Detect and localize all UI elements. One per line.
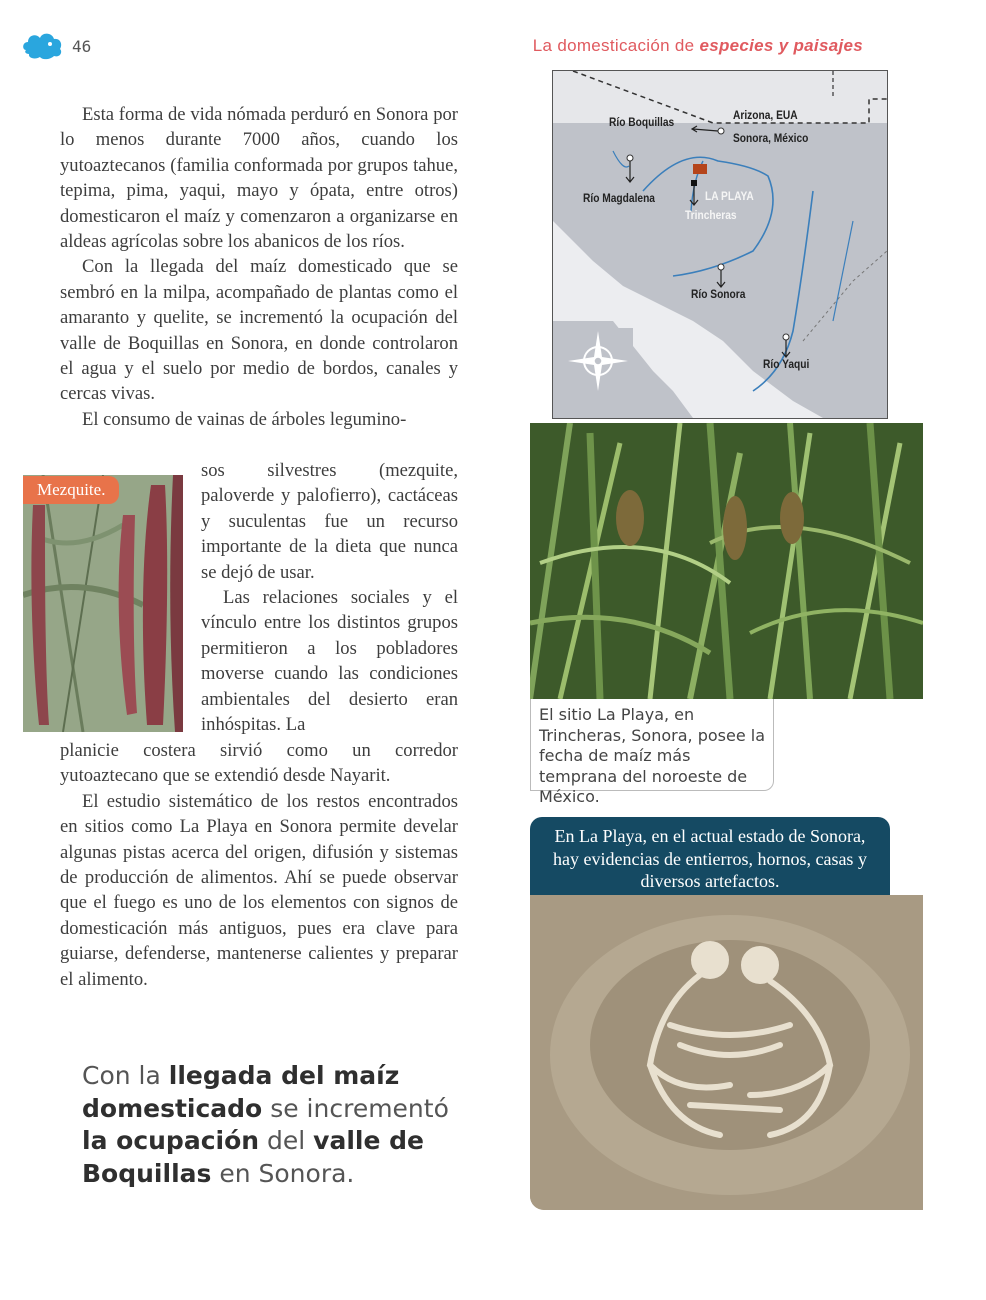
map-label-trincheras: Trincheras [685,208,737,222]
paragraph-3-start: El consumo de vainas de árboles legumino- [82,408,407,430]
map-label-arizona: Arizona, EUA [733,108,798,122]
map-label-rio-sonora: Río Sonora [691,287,746,301]
maize-grass-photo [530,423,923,699]
map-sonora [552,70,888,419]
running-head-emphasis: especies y paisajes [699,36,863,55]
text-column-bottom [60,738,458,992]
pull-quote-text-3: del [259,1126,314,1155]
cloud-logo-icon [20,30,64,62]
burial-caption-header: En La Playa, en el actual estado de Sonora, hay evidencias de entierros, hornos, casas y diversos artefactos. [530,817,890,895]
text-column-top [60,102,458,432]
map-label-magdalena: Río Magdalena [583,191,655,205]
page-number: 46 [72,37,92,56]
mezquite-tag: Mezquite. [23,476,119,504]
paragraph-4-start: Las relaciones sociales y el vínculo entre los distintos grupos permitieron a los pobladores moverse cuando las condiciones ambientales del desierto eran inhóspitas. La [201,587,458,736]
paragraph-1: Esta forma de vida nómada perduró en Sonora por lo menos durante 7000 años, cuando los yutoaztecanos (familia conformada por grupos tahue, tepima, pima, yaqui, mayo y ópata, entre otros) domesticaron el maíz y comenzaron a organizarse en aldeas agrícolas sobre los abanicos de los ríos. [60,104,458,253]
paragraph-4-rest: planicie costera sirvió como un corredor yutoaztecano que se extendió desde Nayarit. [60,740,458,787]
paragraph-5: El estudio sistemático de los restos encontrados en sitios como La Playa en Sonora permite develar algunas pistas acerca del origen, difusión y sistemas de producción de alimentos. Ahí se puede observar que el fuego es uno de los elementos con signos de domesticación más antiguos, pues era clave para guiarse, defenderse, mantenerse calientes y preparar el alimento. [60,790,458,990]
pull-quote-text-4: en Sonora. [211,1158,355,1188]
running-head [533,36,863,56]
pull-quote-bold-3: valle de Boquillas [82,1126,424,1188]
pull-quote-text-2: se incrementó [262,1093,449,1123]
map-label-sonora: Sonora, México [733,131,809,145]
paragraph-2: Con la llegada del maíz domesticado que se sembró en la milpa, acompañado de plantas como el amaranto y quelite, se incrementó la ocupación del valle de Boquillas en Sonora, en donde controlaron el agua y el suelo por medio de bordos, canales y cercas vivas. [60,256,458,405]
pull-quote-text-1: Con la [82,1061,169,1090]
text-column-wrap [201,458,458,737]
map-label-la-playa: LA PLAYA [705,189,754,203]
maize-photo-caption: El sitio La Playa, en Trincheras, Sonora, posee la fecha de maíz más temprana del noroeste de México. [530,699,774,791]
la-playa-site-marker [693,164,707,174]
burial-photo [530,895,923,1210]
pull-quote-bold-2: la ocupación [82,1126,260,1155]
map-label-yaqui: Río Yaqui [763,357,810,371]
mezquite-photo [23,475,183,732]
map-label-boquillas: Río Boquillas [609,115,675,129]
pull-quote-bold-1: llegada del maíz domesticado [82,1061,400,1123]
compass-rose-icon [553,328,633,408]
paragraph-3-rest: sos silvestres (mezquite, paloverde y palofierro), cactáceas y suculentas fue un recurso importante de la dieta que nunca se dejó de usar. [201,460,458,583]
running-head-plain: La domesticación de [532,36,700,55]
pull-quote [82,1060,462,1190]
